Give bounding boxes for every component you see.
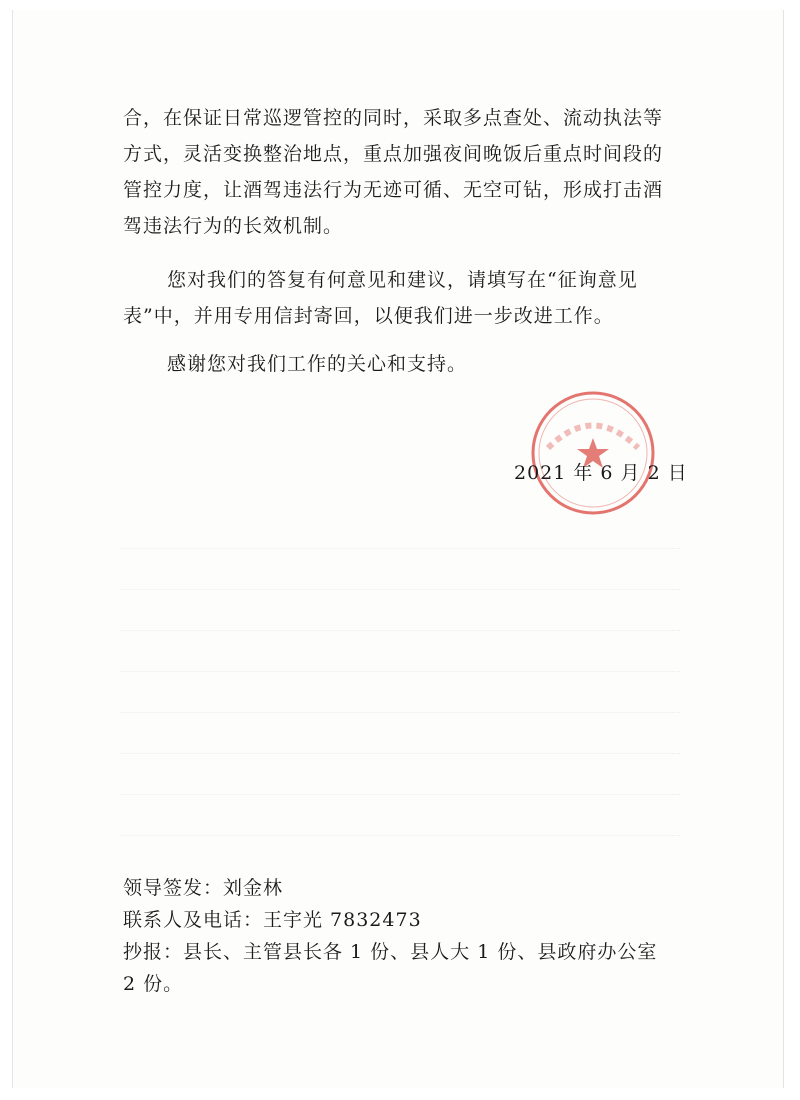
contact-line: 联系人及电话：王宇光 7832473 <box>123 909 422 931</box>
body-paragraph-3: 感谢您对我们工作的关心和支持。 <box>167 353 468 375</box>
signer-line: 领导签发：刘金林 <box>123 877 284 899</box>
body-paragraph-2: 您对我们的答复有何意见和建议，请填写在“征询意见表”中，并用专用信封寄回，以便我们进一步改进工作。 <box>123 269 638 327</box>
cc-line: 抄报：县长、主管县长各 1 份、县人大 1 份、县政府办公室 2 份。 <box>123 941 658 995</box>
document-date: 2021 年 6 月 2 日 <box>514 462 688 484</box>
official-seal-stamp <box>528 388 658 518</box>
body-paragraph-1: 合，在保证日常巡逻管控的同时，采取多点查处、流动执法等方式，灵活变换整治地点，重点加强夜间晚饭后重点时间段的管控力度，让酒驾违法行为无迹可循、无空可钻，形成打击酒驾违法行为的长效机制。 <box>123 107 664 237</box>
